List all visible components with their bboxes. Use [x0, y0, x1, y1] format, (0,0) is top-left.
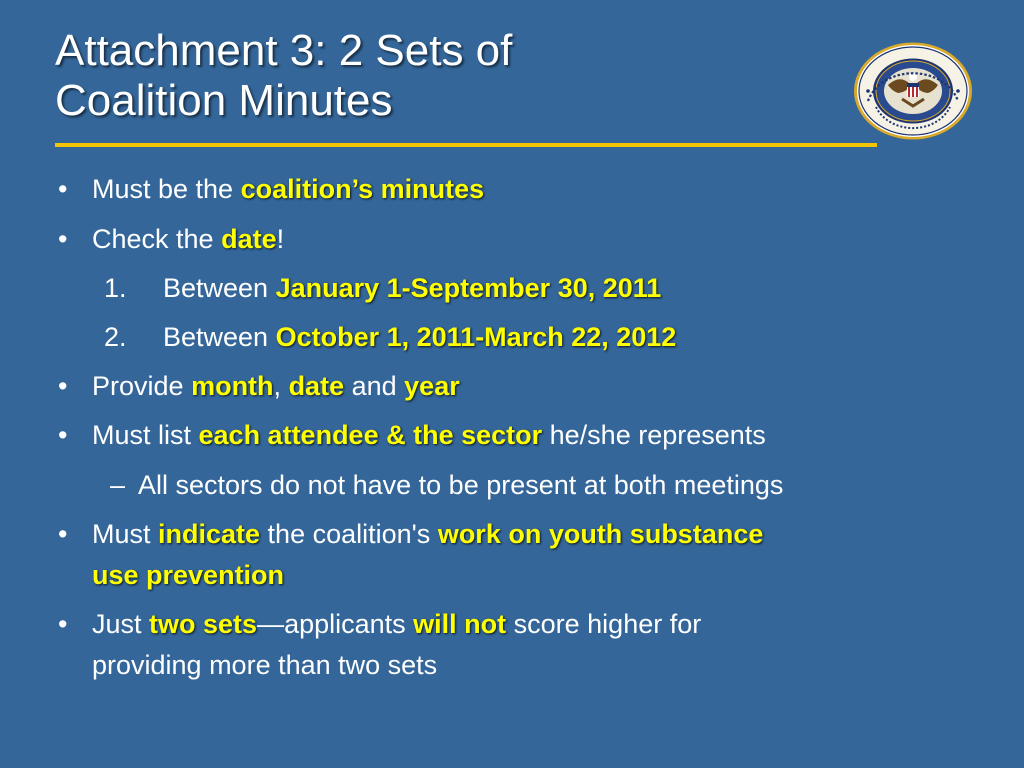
- highlight-text: indicate: [158, 519, 261, 549]
- bullet-marker: •: [58, 174, 68, 204]
- bullet-text: score higher for: [506, 609, 702, 639]
- bullet-coalition-minutes: [92, 173, 484, 205]
- bullet-check-date: [92, 223, 284, 255]
- numbered-item-period-2: [163, 321, 676, 353]
- highlight-text: work on youth substance: [437, 519, 764, 549]
- highlight-text: each attendee & the sector: [198, 420, 543, 450]
- bullet-text: ,: [273, 371, 289, 401]
- bullet-text: Must list: [92, 420, 199, 450]
- highlight-text: use prevention: [92, 560, 285, 590]
- title-line-1: Attachment 3: 2 Sets of: [55, 26, 513, 75]
- sub-bullet-dash: –: [110, 470, 126, 500]
- bullet-text: Must: [92, 519, 159, 549]
- bullet-month-date-year: [92, 370, 460, 402]
- bullet-indicate-work: [92, 518, 763, 550]
- bullet-text: Must be the: [92, 174, 241, 204]
- bullet-text: !: [276, 224, 285, 254]
- bullet-marker: •: [58, 519, 68, 549]
- highlight-text: date: [221, 224, 277, 254]
- bullet-text: Provide: [92, 371, 192, 401]
- bullet-two-sets: [92, 608, 701, 640]
- bullet-text: —applicants: [257, 609, 414, 639]
- bullet-two-sets-continued: [92, 649, 437, 681]
- sub-bullet-all-sectors: [138, 469, 783, 501]
- highlight-text: coalition’s minutes: [240, 174, 485, 204]
- highlight-text: January 1-September 30, 2011: [275, 273, 662, 303]
- bullet-attendee-sector: [92, 419, 766, 451]
- item-text: Between: [163, 322, 276, 352]
- bullet-marker: •: [58, 609, 68, 639]
- bullet-text: Check the: [92, 224, 222, 254]
- bullet-text: Just: [92, 609, 150, 639]
- bullet-marker: •: [58, 224, 68, 254]
- highlight-text: October 1, 2011-March 22, 2012: [275, 322, 677, 352]
- bullet-text: and: [344, 371, 405, 401]
- bullet-marker: •: [58, 371, 68, 401]
- bullet-text: providing more than two sets: [92, 650, 438, 680]
- bullet-indicate-work-continued: [92, 559, 284, 591]
- bullet-marker: •: [58, 420, 68, 450]
- list-number: 2.: [104, 322, 127, 352]
- title-underline: [55, 143, 877, 147]
- list-number: 1.: [104, 273, 127, 303]
- numbered-item-period-1: [163, 272, 661, 304]
- bullet-text: he/she represents: [542, 420, 766, 450]
- title-line-2: Coalition Minutes: [55, 76, 393, 125]
- highlight-text: date: [288, 371, 345, 401]
- highlight-text: year: [404, 371, 460, 401]
- sub-bullet-text: All sectors do not have to be present at both meetings: [138, 470, 784, 500]
- ondcp-seal-icon: [852, 41, 974, 141]
- highlight-text: will not: [413, 609, 507, 639]
- highlight-text: month: [191, 371, 274, 401]
- bullet-text: the coalition's: [260, 519, 438, 549]
- slide-title: [55, 26, 795, 126]
- item-text: Between: [163, 273, 276, 303]
- highlight-text: two sets: [149, 609, 258, 639]
